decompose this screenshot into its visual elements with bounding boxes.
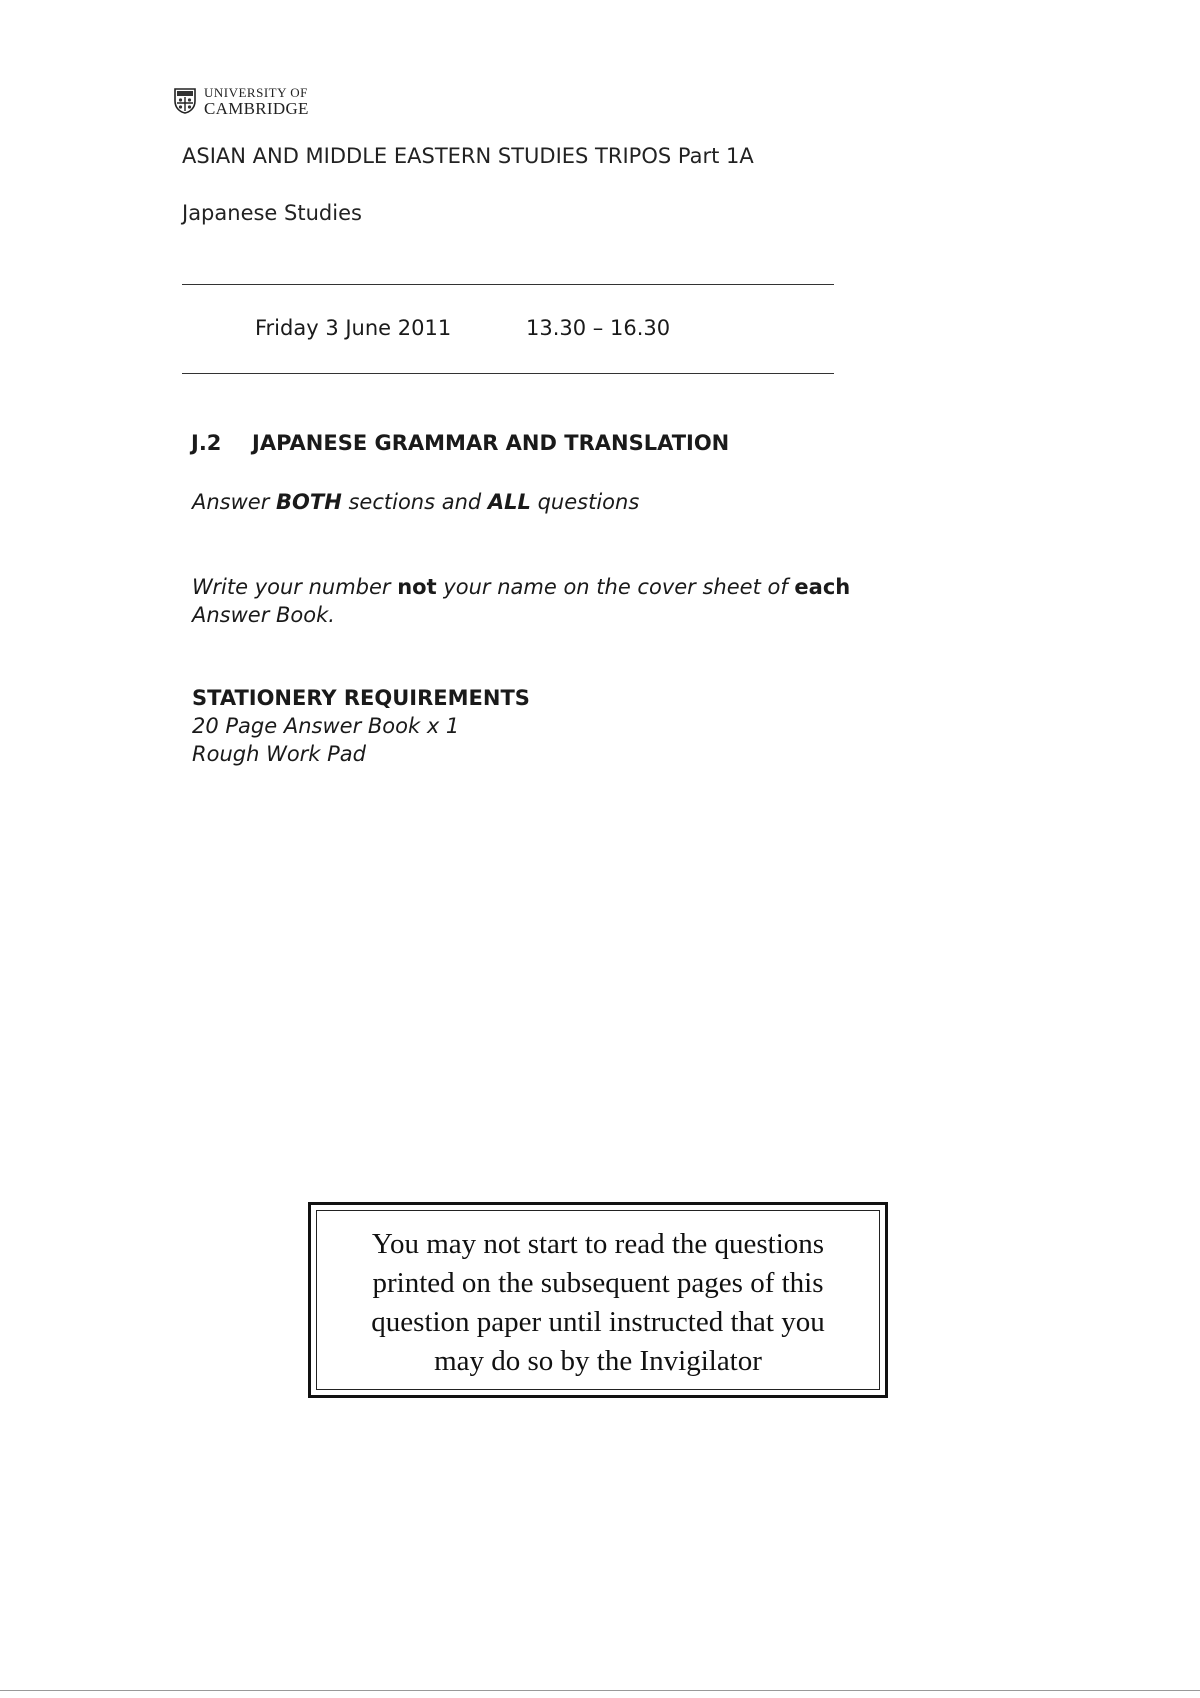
write-not: not	[397, 575, 437, 599]
subject-title: Japanese Studies	[182, 201, 362, 225]
stationery-heading: STATIONERY REQUIREMENTS	[192, 686, 530, 710]
answer-suffix: questions	[530, 490, 640, 514]
divider-top	[182, 284, 834, 285]
divider-bottom	[182, 373, 834, 374]
write-prefix: Write your number	[192, 575, 398, 599]
notice-line: question paper until instructed that you	[371, 1306, 825, 1338]
answer-prefix: Answer	[192, 490, 277, 514]
page-bottom-edge	[0, 1690, 1200, 1691]
tripos-title: ASIAN AND MIDDLE EASTERN STUDIES TRIPOS Part 1A	[182, 144, 754, 168]
answer-instruction	[192, 488, 639, 516]
answer-both: BOTH	[276, 490, 342, 514]
notice-box	[308, 1202, 888, 1398]
notice-line: You may not start to read the questions	[371, 1228, 825, 1260]
write-each: each	[794, 575, 851, 599]
write-line2: Answer Book.	[192, 603, 335, 627]
exam-time: 13.30 – 16.30	[526, 316, 671, 340]
paper-title: JAPANESE GRAMMAR AND TRANSLATION	[252, 431, 730, 455]
exam-date: Friday 3 June 2011	[255, 316, 452, 340]
write-mid: your name on the cover sheet of	[436, 575, 795, 599]
paper-code: J.2	[191, 431, 222, 455]
stationery-item: Rough Work Pad	[192, 742, 367, 766]
answer-all: ALL	[487, 490, 531, 514]
crest-icon	[174, 88, 196, 114]
university-name-line2: CAMBRIDGE	[204, 99, 309, 118]
notice-text	[311, 1225, 885, 1381]
write-instruction	[192, 573, 850, 629]
stationery-item: 20 Page Answer Book x 1	[192, 714, 460, 738]
university-logo	[174, 85, 309, 117]
notice-line: may do so by the Invigilator	[434, 1345, 762, 1377]
university-name-line1: UNIVERSITY OF	[204, 85, 308, 100]
answer-mid: sections and	[341, 490, 488, 514]
notice-line: printed on the subsequent pages of this	[372, 1267, 824, 1299]
